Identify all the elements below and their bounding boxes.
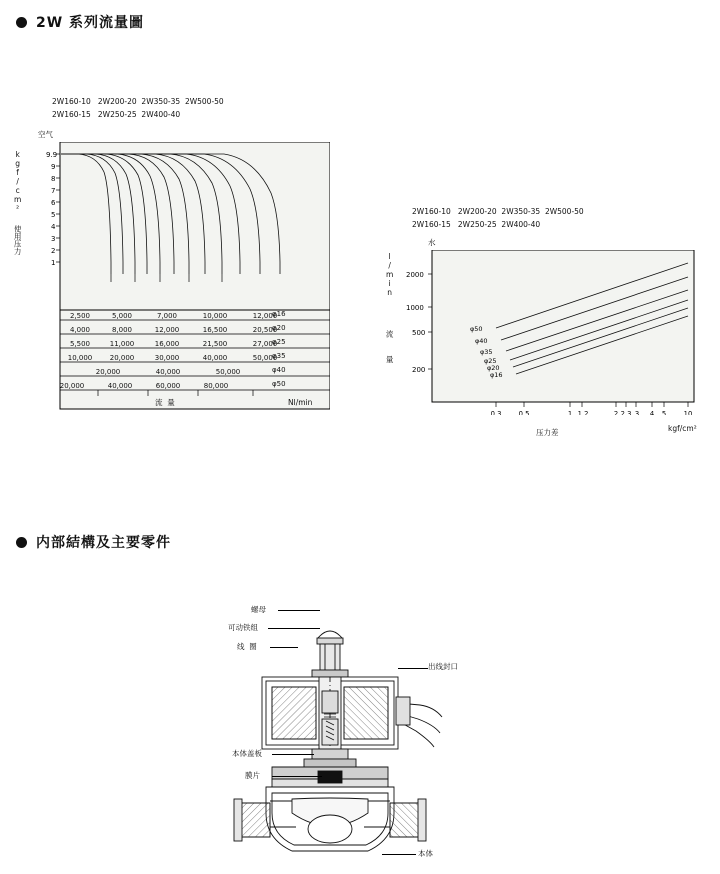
- cell: 4,000: [69, 326, 91, 334]
- air-dia-label: φ16: [272, 310, 286, 318]
- water-models-line1: 2W160-10 2W200-20 2W350-35 2W500-50: [412, 207, 584, 216]
- cell: 2,500: [69, 312, 91, 320]
- cell: 40,000: [107, 382, 133, 390]
- bullet-icon: [16, 537, 27, 548]
- cell: 40,000: [155, 368, 181, 376]
- air-xlabel: 流 量: [155, 398, 175, 407]
- cell: 40,000: [202, 354, 228, 362]
- water-chart-plot: [400, 250, 700, 415]
- svg-text:φ16: φ16: [490, 371, 503, 379]
- air-dia-label: φ25: [272, 338, 286, 346]
- callout-coil: 线 圈: [237, 642, 257, 651]
- svg-text:10: 10: [683, 410, 693, 415]
- cell: 8,000: [111, 326, 133, 334]
- water-medium-label: 水: [428, 238, 436, 247]
- air-table-row: [60, 338, 290, 350]
- air-models-line1: 2W160-10 2W200-20 2W350-35 2W500-50: [52, 97, 224, 106]
- water-ylabel: 流 量: [385, 330, 395, 363]
- svg-text:φ20: φ20: [487, 364, 500, 372]
- svg-text:1.2: 1.2: [577, 410, 589, 415]
- svg-text:φ50: φ50: [470, 325, 483, 333]
- water-xunit: kgf/cm²: [668, 424, 697, 433]
- cell: 16,500: [202, 326, 228, 334]
- air-dia-label: φ35: [272, 352, 286, 360]
- svg-text:φ35: φ35: [480, 348, 493, 356]
- leader-line: [268, 628, 320, 629]
- air-dia-label: φ40: [272, 366, 286, 374]
- cell: 21,500: [202, 340, 228, 348]
- callout-outlet-seal: 出线封口: [428, 662, 458, 671]
- air-table-row: [60, 310, 290, 322]
- svg-text:6: 6: [51, 199, 56, 207]
- air-xunit: Nl/min: [288, 398, 313, 407]
- cell: 10,000: [67, 354, 93, 362]
- svg-text:2000: 2000: [406, 271, 424, 279]
- callout-movable-iron: 可动铁组: [228, 623, 258, 632]
- svg-text:5: 5: [51, 211, 56, 219]
- air-ylabel: 使用压力: [13, 225, 23, 255]
- air-dia-label: φ20: [272, 324, 286, 332]
- cell: 10,000: [202, 312, 228, 320]
- structure-section-title: [16, 532, 171, 552]
- cell: 7,000: [156, 312, 178, 320]
- svg-text:2: 2: [613, 410, 619, 415]
- air-table-row: [48, 380, 288, 392]
- callout-body-cover: 本体盖板: [232, 749, 262, 758]
- air-medium-label: 空气: [38, 130, 53, 139]
- air-table-row: [60, 352, 290, 364]
- callout-body: 本体: [418, 849, 433, 858]
- air-table-row: [60, 324, 290, 336]
- water-yunit-label: l/min: [385, 252, 395, 297]
- svg-text:φ40: φ40: [475, 337, 488, 345]
- svg-text:1: 1: [567, 410, 573, 415]
- water-xlabel: 压力差: [536, 428, 559, 437]
- callout-diaphragm: 膜片: [245, 771, 260, 780]
- svg-text:4: 4: [51, 223, 56, 231]
- svg-text:2.3: 2.3: [620, 410, 632, 415]
- cell: 12,000: [252, 312, 278, 320]
- svg-text:1000: 1000: [406, 304, 424, 312]
- svg-text:7: 7: [51, 187, 56, 195]
- svg-text:1: 1: [51, 259, 56, 267]
- leader-line: [278, 610, 320, 611]
- cell: 5,500: [69, 340, 91, 348]
- bullet-icon: [16, 17, 27, 28]
- svg-text:9.9: 9.9: [46, 151, 58, 159]
- flow-chart-title-text: 2W 系列流量圖: [36, 15, 145, 31]
- cell: 5,000: [111, 312, 133, 320]
- svg-text:200: 200: [412, 366, 426, 374]
- leader-line: [398, 668, 428, 669]
- svg-text:2: 2: [51, 247, 56, 255]
- valve-cutaway-diagram: [200, 595, 540, 870]
- leader-line: [272, 776, 322, 777]
- structure-title-text: 内部結構及主要零件: [36, 535, 171, 551]
- callout-nut: 螺母: [251, 605, 266, 614]
- svg-text:500: 500: [412, 329, 426, 337]
- svg-text:0.3: 0.3: [490, 410, 502, 415]
- cell: 20,500: [252, 326, 278, 334]
- svg-text:5: 5: [661, 410, 667, 415]
- svg-text:3: 3: [51, 235, 56, 243]
- cell: 30,000: [154, 354, 180, 362]
- cell: 50,000: [252, 354, 278, 362]
- cell: 20,000: [59, 382, 85, 390]
- air-dia-label: φ50: [272, 380, 286, 388]
- cell: 20,000: [95, 368, 121, 376]
- leader-line: [272, 754, 314, 755]
- cell: 50,000: [215, 368, 241, 376]
- water-models-line2: 2W160-15 2W250-25 2W400-40: [412, 220, 541, 229]
- leader-line: [270, 647, 298, 648]
- cell: 80,000: [203, 382, 229, 390]
- cell: 20,000: [109, 354, 135, 362]
- cell: 16,000: [154, 340, 180, 348]
- svg-text:3: 3: [634, 410, 640, 415]
- svg-text:φ25: φ25: [484, 357, 497, 365]
- air-yunit-label: kgf/cm²: [13, 150, 23, 213]
- svg-text:4: 4: [649, 410, 655, 415]
- air-table-row: [78, 366, 288, 378]
- air-models-line2: 2W160-15 2W250-25 2W400-40: [52, 110, 181, 119]
- cell: 12,000: [154, 326, 180, 334]
- svg-text:9: 9: [51, 163, 56, 171]
- flow-chart-section-title: [16, 12, 144, 32]
- svg-text:0.5: 0.5: [518, 410, 530, 415]
- cell: 60,000: [155, 382, 181, 390]
- cell: 27,000: [252, 340, 278, 348]
- svg-text:8: 8: [51, 175, 56, 183]
- leader-line: [382, 854, 416, 855]
- cell: 11,000: [109, 340, 135, 348]
